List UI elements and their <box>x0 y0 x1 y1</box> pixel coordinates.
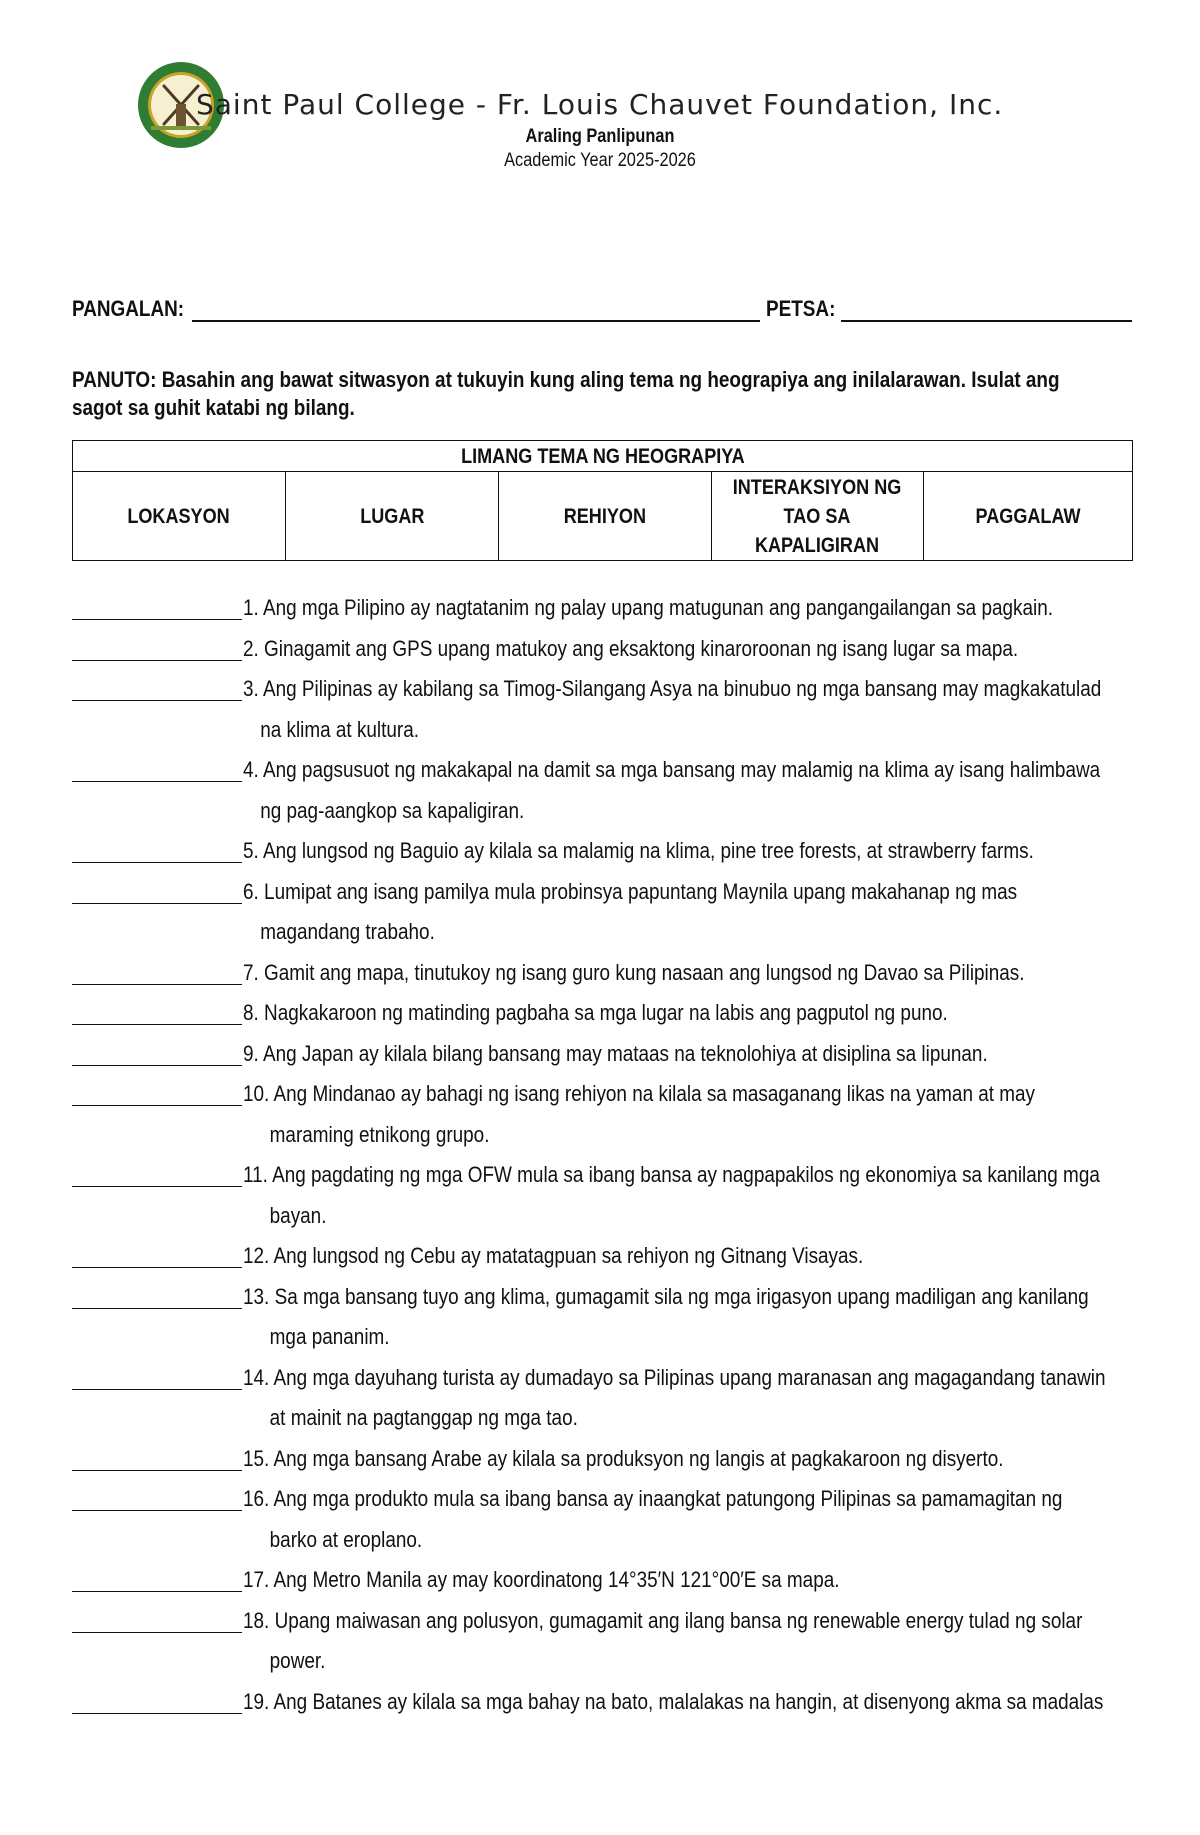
question-continuation: at mainit na pagtanggap ng mga tao. <box>269 1405 578 1430</box>
question-list <box>72 588 1132 1722</box>
question-body: Ang mga produkto mula sa ibang bansa ay inaangkat patungong Pilipinas sa pamamagitan ng <box>273 1486 1063 1511</box>
question-line <box>243 1567 840 1592</box>
question-body: Gamit ang mapa, tinutukoy ng isang guro kung nasaan ang lungsod ng Davao sa Pilipinas. <box>264 959 1025 985</box>
question-number: 11. <box>243 1162 268 1187</box>
instructions-line-2: sagot sa guhit katabi ng bilang. <box>72 395 355 420</box>
question-body: Ang lungsod ng Cebu ay matatagpuan sa rehiyon ng Gitnang Visayas. <box>273 1243 864 1268</box>
question-line <box>243 1365 1106 1390</box>
question-number: 19. <box>243 1688 270 1714</box>
answer-blank[interactable] <box>72 1034 242 1066</box>
question-body: Ang Metro Manila ay may koordinatong 14°35′N 121°00′E sa mapa. <box>273 1567 840 1592</box>
answer-blank[interactable] <box>72 1601 242 1633</box>
question-number: 15. <box>243 1445 270 1471</box>
question-body: Upang maiwasan ang polusyon, gumagamit ang ilang bansa ng renewable energy tulad ng solar <box>274 1607 1083 1633</box>
subject-title: Araling Panlipunan <box>525 126 675 147</box>
answer-blank[interactable] <box>72 1155 242 1187</box>
question-body: Ang mga bansang Arabe ay kilala sa produksyon ng langis at pagkakaroon ng disyerto. <box>273 1445 1004 1471</box>
question-text <box>243 831 1133 872</box>
question-item <box>72 1601 1132 1682</box>
question-continuation: maraming etnikong grupo. <box>269 1121 490 1147</box>
question-number: 16. <box>243 1486 270 1511</box>
question-number: 5. <box>243 838 259 863</box>
name-field[interactable] <box>192 296 760 322</box>
answer-blank[interactable] <box>72 953 242 985</box>
question-body: Ang mga dayuhang turista ay dumadayo sa Pilipinas upang maranasan ang magagandang tanawin <box>273 1364 1106 1390</box>
question-item <box>72 953 1132 994</box>
answer-blank[interactable] <box>72 1358 242 1390</box>
question-line <box>243 1446 1003 1471</box>
answer-blank[interactable] <box>72 1682 242 1714</box>
question-line <box>243 636 1018 661</box>
question-item <box>72 629 1132 670</box>
question-continuation: ng pag-aangkop sa kapaligiran. <box>260 797 525 823</box>
question-line <box>243 1608 1082 1633</box>
question-text <box>243 750 1133 831</box>
answer-blank[interactable] <box>72 1277 242 1309</box>
themes-table-title: LIMANG TEMA NG HEOGRAPIYA <box>73 441 1133 472</box>
question-text <box>243 1601 1133 1682</box>
theme-lokasyon: LOKASYON <box>73 472 286 561</box>
question-item <box>72 1236 1132 1277</box>
question-number: 3. <box>243 676 259 701</box>
question-text <box>243 872 1133 953</box>
question-line <box>243 879 1017 904</box>
question-line <box>243 1486 1062 1511</box>
question-body: Ang pagsusuot ng makakapal na damit sa mga bansang may malamig na klima ay isang halimbawa <box>263 757 1101 782</box>
question-text <box>243 588 1133 629</box>
question-item <box>72 1155 1132 1236</box>
question-text <box>243 1034 1133 1075</box>
question-number: 2. <box>243 635 259 661</box>
question-body: Ang pagdating ng mga OFW mula sa ibang bansa ay nagpapakilos ng ekonomiya sa kanilang mga <box>272 1162 1100 1187</box>
question-line <box>243 1041 988 1066</box>
answer-blank[interactable] <box>72 1439 242 1471</box>
question-continuation: mga pananim. <box>269 1324 390 1349</box>
question-text <box>243 1439 1133 1480</box>
question-body: Nagkakaroon ng matinding pagbaha sa mga lugar na labis ang pagputol ng puno. <box>264 1000 948 1025</box>
question-continuation: barko at eroplano. <box>269 1526 423 1552</box>
question-number: 12. <box>243 1243 270 1268</box>
question-text <box>243 629 1133 670</box>
answer-blank[interactable] <box>72 872 242 904</box>
question-line <box>243 1162 1100 1187</box>
instructions <box>72 366 1130 422</box>
question-line <box>243 676 1101 701</box>
question-body: Ang Pilipinas ay kabilang sa Timog-Silangang Asya na binubuo ng mga bansang may magkakatulad <box>263 676 1102 701</box>
question-item <box>72 1560 1132 1601</box>
question-text <box>243 1277 1133 1358</box>
answer-blank[interactable] <box>72 629 242 661</box>
question-line <box>243 960 1025 985</box>
answer-blank[interactable] <box>72 588 242 620</box>
question-number: 14. <box>243 1364 270 1390</box>
name-date-row <box>72 292 1132 322</box>
question-text <box>243 993 1133 1034</box>
question-text <box>243 1074 1133 1155</box>
question-item <box>72 993 1132 1034</box>
question-body: Ang Batanes ay kilala sa mga bahay na bato, malalakas na hangin, at disenyong akma sa madalas <box>273 1688 1104 1714</box>
question-item <box>72 831 1132 872</box>
answer-blank[interactable] <box>72 831 242 863</box>
question-body: Sa mga bansang tuyo ang klima, gumagamit sila ng mga irigasyon upang madiligan ang kanilang <box>274 1283 1089 1309</box>
question-item <box>72 872 1132 953</box>
name-label: PANGALAN: <box>72 296 185 321</box>
question-line <box>243 1284 1089 1309</box>
question-body: Ang lungsod ng Baguio ay kilala sa malamig na klima, pine tree forests, at strawberry farms. <box>263 838 1034 863</box>
answer-blank[interactable] <box>72 993 242 1025</box>
question-item <box>72 1277 1132 1358</box>
question-continuation: bayan. <box>269 1202 327 1228</box>
question-number: 10. <box>243 1081 270 1106</box>
question-number: 8. <box>243 1000 259 1025</box>
question-text <box>243 1479 1133 1560</box>
question-number: 7. <box>243 959 259 985</box>
question-number: 1. <box>243 595 259 620</box>
question-line <box>243 1243 863 1268</box>
question-number: 17. <box>243 1567 270 1592</box>
answer-blank[interactable] <box>72 1074 242 1106</box>
question-continuation: magandang trabaho. <box>260 919 435 944</box>
question-text <box>243 1682 1133 1723</box>
question-item <box>72 1034 1132 1075</box>
academic-year: Academic Year 2025-2026 <box>504 150 696 171</box>
school-name: Saint Paul College - Fr. Louis Chauvet Foundation, Inc. <box>196 88 1004 121</box>
question-number: 9. <box>243 1040 259 1066</box>
question-line <box>243 595 1053 620</box>
question-continuation: na klima at kultura. <box>260 716 419 742</box>
question-body: Ang Japan ay kilala bilang bansang may mataas na teknolohiya at disiplina sa lipunan. <box>263 1040 988 1066</box>
question-line <box>243 1689 1103 1714</box>
question-text <box>243 669 1133 750</box>
theme-lugar: LUGAR <box>286 472 499 561</box>
question-item <box>72 1682 1132 1723</box>
theme-rehiyon: REHIYON <box>499 472 712 561</box>
date-field[interactable] <box>841 296 1132 322</box>
question-text <box>243 1560 1133 1601</box>
question-text <box>243 1155 1133 1236</box>
question-body: Ang Mindanao ay bahagi ng isang rehiyon na kilala sa masaganang likas na yaman at may <box>273 1081 1036 1106</box>
theme-interaksiyon: INTERAKSIYON NG TAO SA KAPALIGIRAN <box>712 472 924 561</box>
question-line <box>243 1000 948 1025</box>
answer-blank[interactable] <box>72 1479 242 1511</box>
question-number: 6. <box>243 878 259 904</box>
question-number: 18. <box>243 1607 270 1633</box>
answer-blank[interactable] <box>72 750 242 782</box>
question-text <box>243 953 1133 994</box>
question-item <box>72 669 1132 750</box>
question-text <box>243 1358 1133 1439</box>
answer-blank[interactable] <box>72 1560 242 1592</box>
answer-blank[interactable] <box>72 1236 242 1268</box>
answer-blank[interactable] <box>72 669 242 701</box>
question-number: 13. <box>243 1283 270 1309</box>
question-body: Ginagamit ang GPS upang matukoy ang eksaktong kinaroroonan ng isang lugar sa mapa. <box>264 635 1019 661</box>
question-line <box>243 1081 1035 1106</box>
question-text <box>243 1236 1133 1277</box>
question-item <box>72 1479 1132 1560</box>
theme-paggalaw: PAGGALAW <box>924 472 1133 561</box>
question-item <box>72 1358 1132 1439</box>
question-body: Lumipat ang isang pamilya mula probinsya papuntang Maynila upang makahanap ng mas <box>264 878 1018 904</box>
date-label: PETSA: <box>766 296 836 321</box>
question-item <box>72 588 1132 629</box>
instructions-line-1: PANUTO: Basahin ang bawat sitwasyon at tukuyin kung aling tema ng heograpiya ang inilalarawan. Isulat ang <box>72 367 1060 392</box>
themes-table <box>72 440 1133 561</box>
question-continuation: power. <box>269 1648 326 1673</box>
question-line <box>243 838 1034 863</box>
question-item <box>72 750 1132 831</box>
question-item <box>72 1074 1132 1155</box>
question-number: 4. <box>243 757 259 782</box>
question-line <box>243 757 1100 782</box>
question-body: Ang mga Pilipino ay nagtatanim ng palay upang matugunan ang pangangailangan sa pagkain. <box>263 595 1053 620</box>
question-item <box>72 1439 1132 1480</box>
